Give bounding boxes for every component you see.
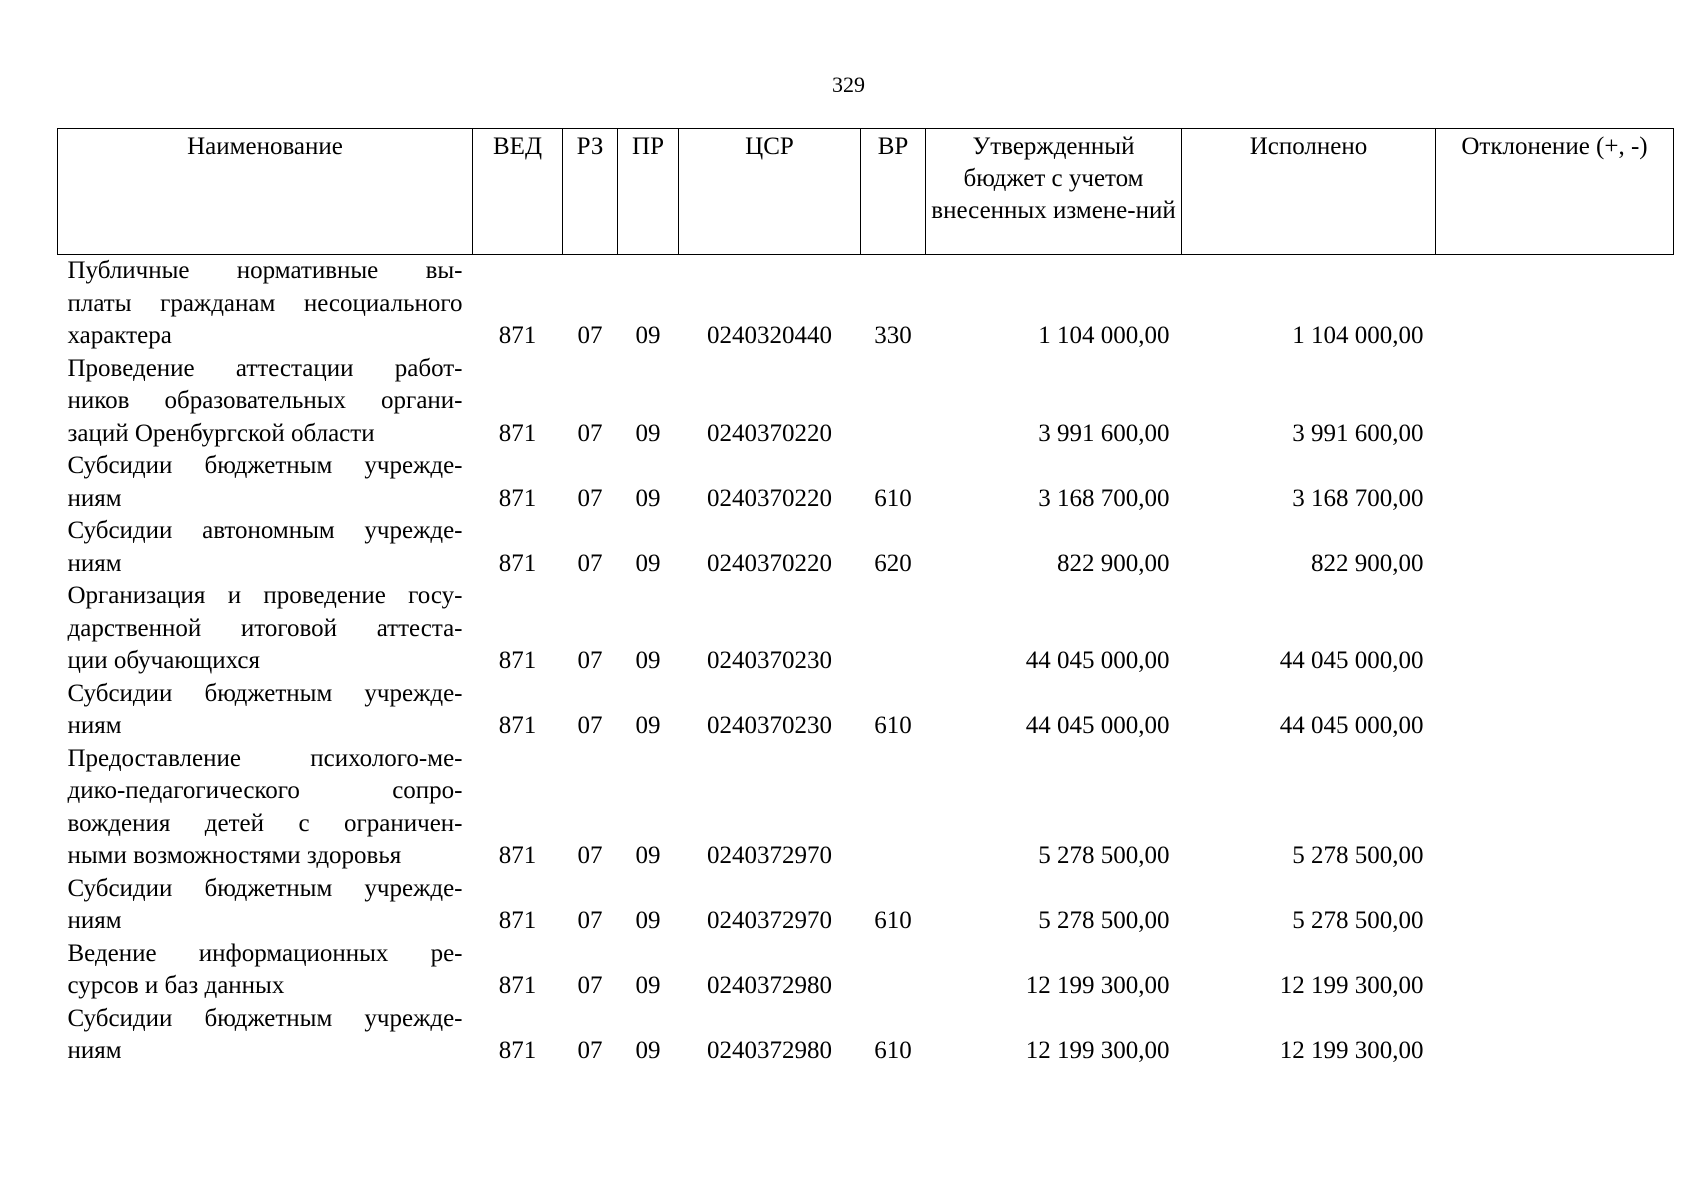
row-csr-cell: 0240320440 <box>707 322 832 349</box>
table-row <box>58 1003 1674 1068</box>
row-deviation-cell <box>1436 515 1674 580</box>
row-name-cell <box>58 580 473 678</box>
row-name-cell <box>58 938 473 1003</box>
header-name: Наименование <box>58 129 473 255</box>
row-deviation-cell <box>1436 255 1674 353</box>
row-csr-cell: 0240370230 <box>707 712 832 739</box>
row-approved-cell: 44 045 000,00 <box>1025 712 1170 739</box>
row-approved-cell: 5 278 500,00 <box>1038 907 1170 934</box>
row-pr-cell: 09 <box>635 419 661 447</box>
row-name-cell <box>58 873 473 938</box>
header-rz: РЗ <box>563 129 618 255</box>
row-rz-cell: 07 <box>577 972 603 999</box>
row-name-line: ниям <box>67 712 122 739</box>
budget-table <box>57 128 1674 1068</box>
row-vr-cell: 610 <box>874 1037 912 1064</box>
table-row <box>58 515 1674 580</box>
row-vr-cell: 330 <box>874 322 912 349</box>
row-csr-cell: 0240370230 <box>707 647 832 674</box>
row-deviation-cell <box>1436 1003 1674 1068</box>
table-row <box>58 450 1674 515</box>
row-vr-cell: 610 <box>874 712 912 739</box>
row-ved-cell: 871 <box>498 907 537 934</box>
row-vr-cell: 610 <box>874 907 912 934</box>
row-rz-cell: 07 <box>577 322 603 349</box>
row-pr-cell: 09 <box>635 549 661 577</box>
row-name-line: заций Оренбургской области <box>67 419 375 447</box>
row-rz-cell: 07 <box>577 419 603 447</box>
row-name-cell <box>58 353 473 451</box>
row-name-line: ниям <box>67 1037 122 1064</box>
row-executed-cell: 1 104 000,00 <box>1292 322 1424 349</box>
row-rz-cell: 07 <box>577 712 603 739</box>
row-name-line: платы гражданам несоциального <box>67 289 463 317</box>
row-ved-cell: 871 <box>498 842 537 869</box>
table-header <box>58 129 1674 255</box>
row-rz-cell: 07 <box>577 647 603 674</box>
row-approved-cell: 822 900,00 <box>1057 549 1170 577</box>
row-ved-cell: 871 <box>498 484 537 512</box>
row-executed-cell: 12 199 300,00 <box>1279 972 1424 999</box>
row-name-cell <box>58 743 473 873</box>
row-deviation-cell <box>1436 873 1674 938</box>
page-number: 329 <box>832 72 865 97</box>
header-vr: ВР <box>861 129 926 255</box>
row-name-line: Субсидии автономным учрежде- <box>67 517 463 544</box>
row-name-cell <box>58 515 473 580</box>
table-row <box>58 873 1674 938</box>
row-csr-cell: 0240370220 <box>707 549 832 577</box>
row-rz-cell: 07 <box>577 549 603 577</box>
row-deviation-cell <box>1436 580 1674 678</box>
row-name-cell <box>58 1003 473 1068</box>
row-approved-cell: 1 104 000,00 <box>1038 322 1170 349</box>
table-row <box>58 743 1674 873</box>
row-name-line: ников образовательных органи- <box>67 387 463 414</box>
row-rz-cell: 07 <box>577 484 603 512</box>
row-ved-cell: 871 <box>498 549 537 577</box>
row-name-cell <box>58 450 473 515</box>
row-pr-cell: 09 <box>635 712 661 739</box>
header-executed: Исполнено <box>1182 129 1436 255</box>
row-executed-cell: 44 045 000,00 <box>1279 647 1424 674</box>
row-executed-cell: 3 991 600,00 <box>1292 419 1424 447</box>
row-csr-cell: 0240370220 <box>707 484 832 512</box>
row-name-line: вождения детей с ограничен- <box>67 809 463 837</box>
row-deviation-cell <box>1436 678 1674 743</box>
row-csr-cell: 0240372970 <box>707 842 832 869</box>
row-executed-cell: 5 278 500,00 <box>1292 842 1424 869</box>
table-row <box>58 938 1674 1003</box>
row-name-line: характера <box>67 322 172 349</box>
header-ved: ВЕД <box>473 129 563 255</box>
row-pr-cell: 09 <box>635 842 661 869</box>
row-deviation-cell <box>1436 938 1674 1003</box>
row-approved-cell: 44 045 000,00 <box>1025 647 1170 674</box>
row-name-line: Субсидии бюджетным учрежде- <box>67 874 463 902</box>
row-ved-cell: 871 <box>498 419 537 447</box>
row-approved-cell: 12 199 300,00 <box>1025 1037 1170 1064</box>
row-csr-cell: 0240372980 <box>707 972 832 999</box>
row-pr-cell: 09 <box>635 322 661 349</box>
row-name-line: сурсов и баз данных <box>67 972 285 999</box>
row-approved-cell: 3 168 700,00 <box>1038 484 1170 512</box>
row-vr-cell <box>861 938 926 1003</box>
row-name-line: Субсидии бюджетным учрежде- <box>67 679 463 707</box>
row-vr-cell: 610 <box>874 484 912 512</box>
row-pr-cell: 09 <box>635 907 661 934</box>
row-pr-cell: 09 <box>635 972 661 999</box>
row-csr-cell: 0240372980 <box>707 1037 832 1064</box>
header-row <box>58 129 1674 255</box>
row-vr-cell <box>861 580 926 678</box>
row-name-line: ными возможностями здоровья <box>67 842 402 869</box>
row-deviation-cell <box>1436 743 1674 873</box>
row-name-line: Публичные нормативные вы- <box>67 257 463 284</box>
row-approved-cell: 12 199 300,00 <box>1025 972 1170 999</box>
row-name-line: Проведение аттестации работ- <box>67 354 463 382</box>
row-executed-cell: 12 199 300,00 <box>1279 1037 1424 1064</box>
row-name-cell <box>58 255 473 353</box>
row-rz-cell: 07 <box>577 842 603 869</box>
row-name-line: Ведение информационных ре- <box>67 939 463 967</box>
row-executed-cell: 3 168 700,00 <box>1292 484 1424 512</box>
row-ved-cell: 871 <box>498 322 537 349</box>
row-name-line: Предоставление психолого-ме- <box>67 744 463 772</box>
row-ved-cell: 871 <box>498 1037 537 1064</box>
row-executed-cell: 44 045 000,00 <box>1279 712 1424 739</box>
header-approved-budget: Утвержденный бюджет с учетом внесенных измене-ний <box>926 129 1182 255</box>
row-pr-cell: 09 <box>635 647 661 674</box>
table-row <box>58 353 1674 451</box>
row-vr-cell <box>861 353 926 451</box>
row-name-line: дико-педагогического сопро- <box>67 777 463 804</box>
table-body <box>58 255 1674 1068</box>
row-pr-cell: 09 <box>635 1037 661 1064</box>
header-deviation: Отклонение (+, -) <box>1436 129 1674 255</box>
row-ved-cell: 871 <box>498 647 537 674</box>
row-approved-cell: 5 278 500,00 <box>1038 842 1170 869</box>
table-row <box>58 678 1674 743</box>
row-name-line: ниям <box>67 484 122 512</box>
row-name-line: ниям <box>67 907 122 934</box>
row-ved-cell: 871 <box>498 972 537 999</box>
row-csr-cell: 0240372970 <box>707 907 832 934</box>
row-pr-cell: 09 <box>635 484 661 512</box>
row-name-line: Субсидии бюджетным учрежде- <box>67 1004 463 1032</box>
table-row <box>58 580 1674 678</box>
row-name-line: Субсидии бюджетным учрежде- <box>67 452 463 479</box>
header-pr: ПР <box>618 129 679 255</box>
row-ved-cell: 871 <box>498 712 537 739</box>
row-deviation-cell <box>1436 450 1674 515</box>
table-row <box>58 255 1674 353</box>
row-rz-cell: 07 <box>577 907 603 934</box>
row-csr-cell: 0240370220 <box>707 419 832 447</box>
row-deviation-cell <box>1436 353 1674 451</box>
row-executed-cell: 822 900,00 <box>1311 549 1424 577</box>
row-approved-cell: 3 991 600,00 <box>1038 419 1170 447</box>
row-name-line: ции обучающихся <box>67 647 261 674</box>
row-name-cell <box>58 678 473 743</box>
row-rz-cell: 07 <box>577 1037 603 1064</box>
header-csr: ЦСР <box>679 129 861 255</box>
row-name-line: ниям <box>67 549 122 577</box>
row-vr-cell: 620 <box>874 549 912 577</box>
row-name-line: дарственной итоговой аттеста- <box>67 614 463 642</box>
row-name-line: Организация и проведение госу- <box>67 582 463 609</box>
row-vr-cell <box>861 743 926 873</box>
row-executed-cell: 5 278 500,00 <box>1292 907 1424 934</box>
